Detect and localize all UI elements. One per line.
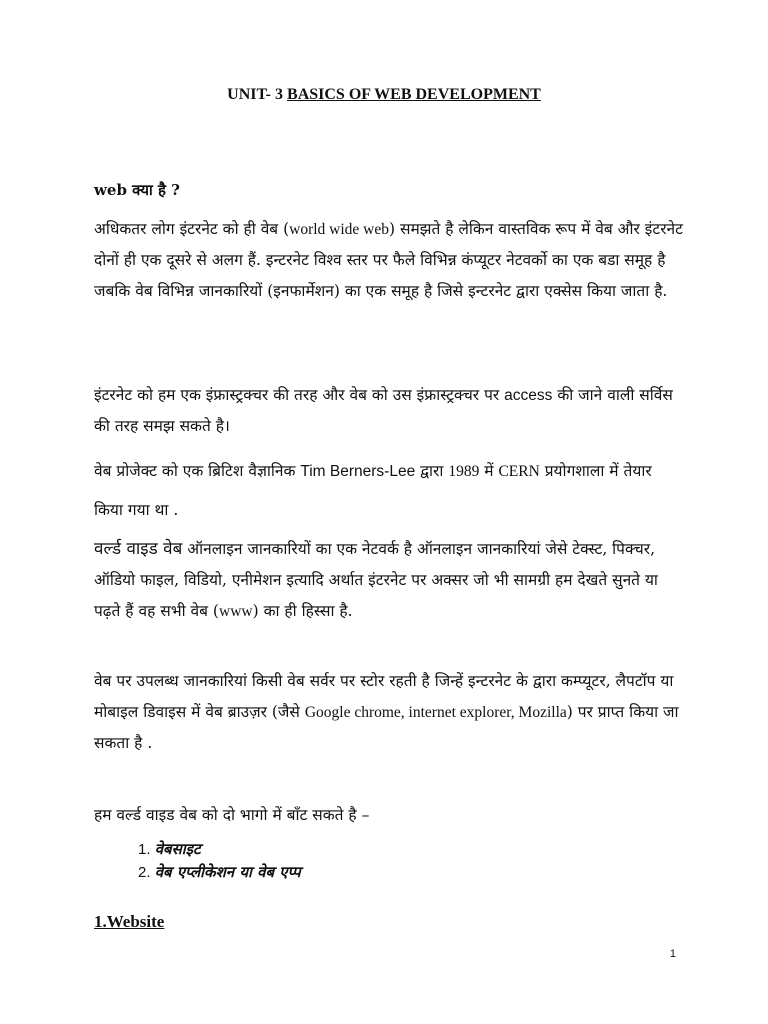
p2-text-a: इंटरनेट को हम एक इंफ्रास्ट्रक्चर की तरह और वेब को उस इंफ्रास्ट्रक्चर पर [94,386,505,404]
p4-text-b: ऑनलाइन जानकारियों का एक नेटवर्क है ऑनलाइन जानकारियां जेसे टेक्स्ट, पिक्चर, ऑडियो फाइल, विडियो, एनीमेशन इत्यादि अर्थात इंटरनेट पर अक्सर जो भी सामग्री हम देखते सुनते या पढ़ते हैं वह सभी वेब ( [94,540,658,620]
list-number: 2. [138,864,151,881]
p3-text-f: CERN [498,463,540,480]
parts-list [138,838,301,884]
paragraph-2 [94,380,684,442]
p4-text-c: www [219,603,253,620]
p1-text-a: अधिकतर लोग इंटरनेट को ही वेब ( [94,220,290,238]
paragraph-1 [94,214,684,307]
paragraph-3 [94,452,684,529]
p2-text-b: access [504,387,553,404]
paragraph-4 [94,534,684,627]
list-text: वेब एप्लीकेशन या वेब एप्प [154,863,301,881]
p4-text-a: वर्ल्ड वाइड वेब [94,539,183,559]
page-number: 1 [669,948,676,960]
paragraph-6: हम वर्ल्ड वाइड वेब को दो भागो में बाँट सकते है – [94,806,370,824]
paragraph-5 [94,666,684,759]
p1-text-c: ) समझते है लेकिन वास्तविक रूप में वेब और इंटरनेट दोनों ही एक दूसरे से अलग हैं. इन्टरनेट विश्व स्तर पर फैले विभिन्न कंप्यूटर नेटवर्को का एक बडा समूह है जबकि वेब विभिन्न जानकारियों (इनफार्मेशन) का एक समूह है जिसे इन्टरनेट द्वारा एक्सेस किया जाता है. [94,220,683,300]
p3-text-a: वेब प्रोजेक्ट को एक ब्रिटिश वैज्ञानिक [94,462,301,480]
list-item [138,861,301,884]
p3-text-c: द्वारा [415,462,449,480]
unit-title [0,86,768,104]
p5-text-c: ) पर प्राप्त किया जा सकता है . [94,703,679,752]
list-text: वेबसाइट [154,840,201,858]
title-main: BASICS OF WEB DEVELOPMENT [287,86,541,103]
p1-text-b: world wide web [289,221,390,238]
subsection-heading: 1.Website [94,912,165,931]
p2-text-c: की जाने वाली सर्विस की तरह समझ सकते है। [94,386,673,435]
p3-text-g: प्रयोगशाला में तेयार किया गया था . [94,462,652,519]
section-heading: web क्या है ? [94,181,180,199]
p3-text-b: Tim Berners-Lee [300,463,416,480]
list-number: 1. [138,841,151,858]
p5-text-a: वेब पर उपलब्ध जानकारियां किसी वेब सर्वर पर स्टोर रहती है जिन्हें इन्टरनेट के द्वारा कम्प्यूटर, लैपटॉप या मोबाइल डिवाइस में वेब ब्राउज़र (जैसे [94,672,674,721]
p3-text-d: 1989 [448,463,480,480]
p3-text-e: में [479,462,499,480]
list-item [138,838,301,861]
p4-text-d: ) का ही हिस्सा है. [252,602,353,620]
title-prefix: UNIT- 3 [227,86,288,103]
p5-text-b: Google chrome, internet explorer, Mozilla [304,704,567,721]
